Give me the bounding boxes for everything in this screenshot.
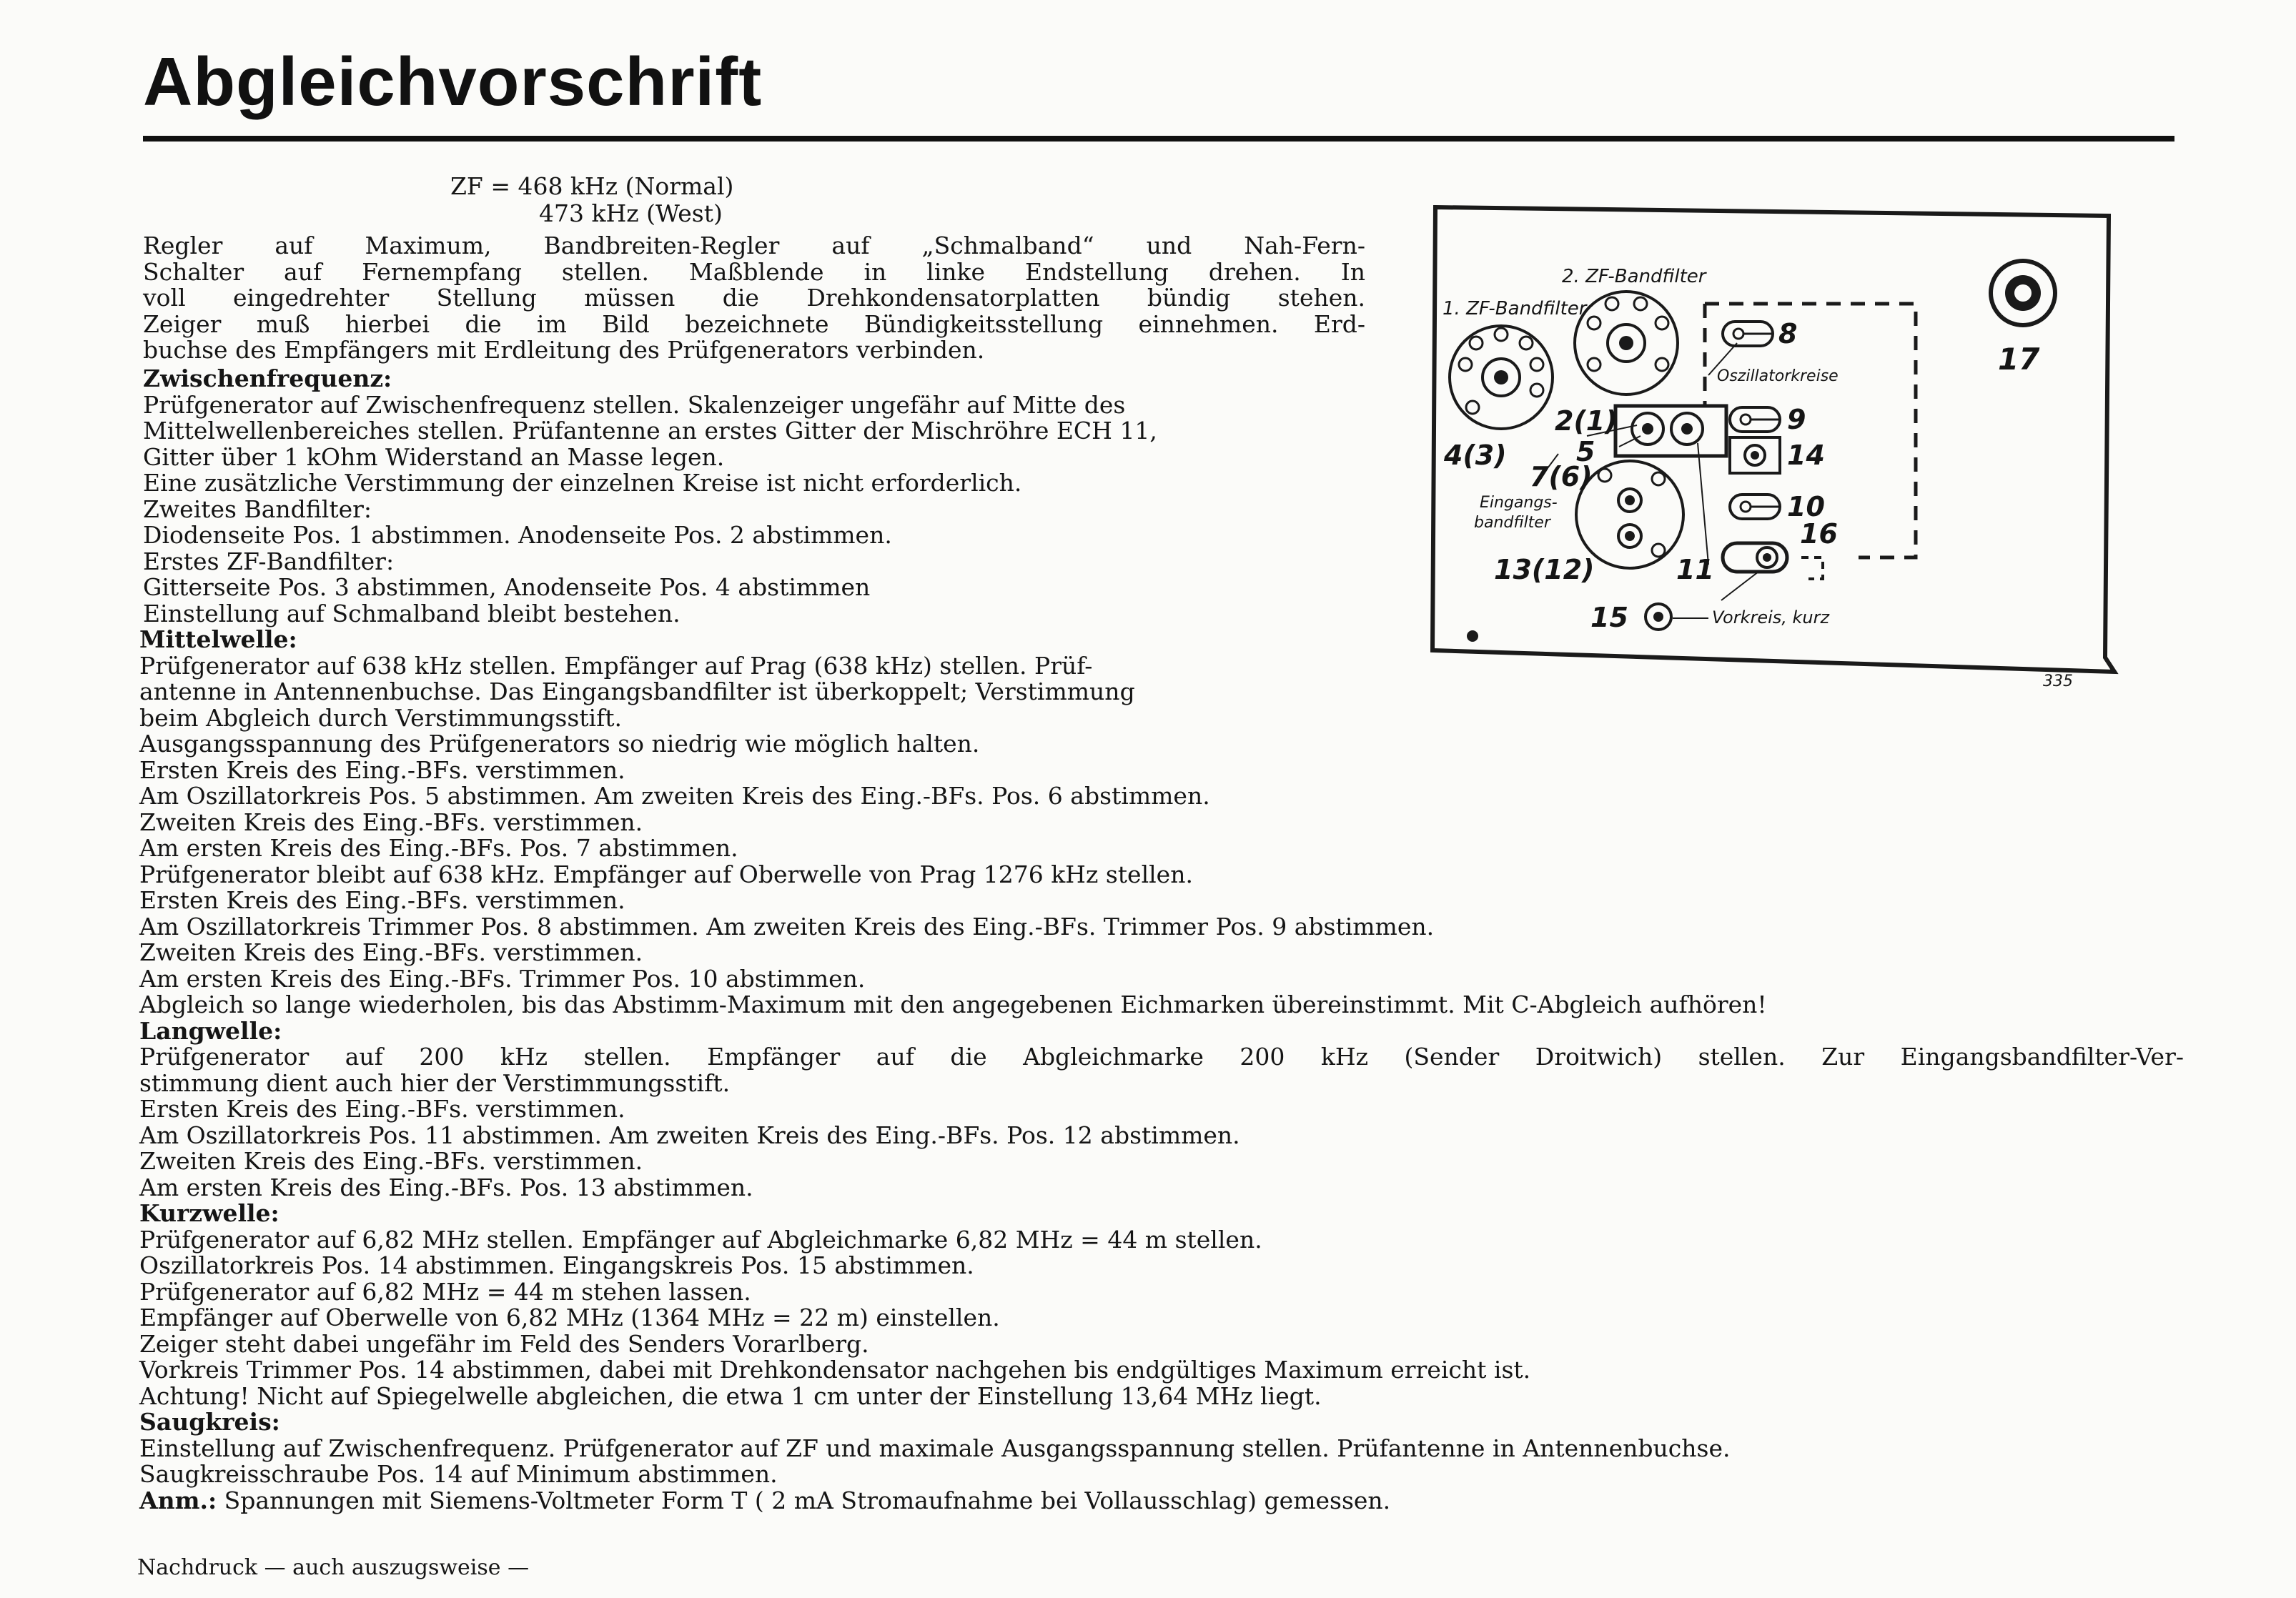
text-line: buchse des Empfängers mit Erdleitung des Prüfgenerators verbinden. [143,336,985,364]
text-line: Mittelwellenbereiches stellen. Prüfantenne an erstes Gitter der Mischröhre ECH 11, [143,417,1157,445]
text-line: Schalter auf Fernempfang stellen. Maßblende in linke Endstellung drehen. In [143,257,1365,286]
section-heading: Kurzwelle: [139,1199,279,1227]
alignment-diagram [1422,200,2123,690]
text-line: Prüfgenerator auf 6,82 MHz = 44 m stehen lassen. [139,1277,751,1306]
text-line: Ausgangsspannung des Prüfgenerators so niedrig wie möglich halten. [139,730,980,758]
section-zwischenfrequenz [143,366,1365,627]
text-line: Prüfgenerator auf Zwischenfrequenz stellen. Skalenzeiger ungefähr auf Mitte des [143,390,1126,419]
text-line: Am Oszillatorkreis Pos. 5 abstimmen. Am zweiten Kreis des Eing.-BFs. Pos. 6 abstimmen. [139,782,1210,810]
trimmer-9 [1730,407,1780,432]
text-line: antenne in Antennenbuchse. Das Eingangsbandfilter ist überkoppelt; Verstimmung [139,678,1135,705]
text-line: Am ersten Kreis des Eing.-BFs. Pos. 7 abstimmen. [139,834,738,862]
text-line: Zweites Bandfilter: [143,495,372,523]
pos-2: 2(1) [1555,405,1618,437]
text-line: Gitterseite Pos. 3 abstimmen, Anodenseite Pos. 4 abstimmen [143,573,871,601]
text-line: Zeiger steht dabei ungefähr im Feld des Senders Vorarlberg. [139,1329,869,1358]
zf2-filter-socket [1575,292,1678,394]
text-line: Am Oszillatorkreis Trimmer Pos. 8 abstimmen. Am zweiten Kreis des Eing.-BFs. Trimmer Pos. 9 abstimmen. [139,912,1435,941]
label-zf2: 2. ZF-Bandfilter [1562,266,1706,287]
zf-spec [450,173,733,227]
main-sections [139,627,2184,1514]
annotation-line [139,1488,2184,1514]
chassis-outline [1432,207,2114,672]
trimmer-10 [1730,495,1780,519]
figure-number: 335 [2043,673,2073,690]
trimmer-8 [1723,322,1773,346]
pos-11: 11 [1676,554,1714,585]
page-title: Abgleichvorschrift [143,44,763,120]
text-line: Abgleich so lange wiederholen, bis das Abstimm-Maximum mit den angegebenen Eichmarken übereinstimmt. Mit C-Abgleich aufhören! [139,991,1767,1018]
trimmer-14 [1730,437,1780,473]
section-heading: Langwelle: [139,1016,282,1045]
oscillator-block [1615,406,1726,456]
label-eingang-2: bandfilter [1474,514,1550,532]
pos-13: 13(12) [1494,554,1595,585]
pos-10: 10 [1787,491,1825,522]
pos-9: 9 [1787,404,1806,435]
text-line: Zweiten Kreis des Eing.-BFs. verstimmen. [139,1147,643,1175]
text-line: Ersten Kreis des Eing.-BFs. verstimmen. [139,886,625,914]
intro-paragraph [143,233,1365,364]
text-line: Einstellung auf Schmalband bleibt bestehen. [143,599,681,627]
text-line: Eine zusätzliche Verstimmung der einzelnen Kreise ist nicht erforderlich. [143,469,1022,497]
text-line: Zweiten Kreis des Eing.-BFs. verstimmen. [139,808,643,836]
text-line: Prüfgenerator auf 6,82 MHz stellen. Empfänger auf Abgleichmarke 6,82 MHz = 44 m stellen. [139,1225,1262,1254]
text-line: Empfänger auf Oberwelle von 6,82 MHz (1364 MHz = 22 m) einstellen. [139,1304,1000,1331]
label-vorkreis: Vorkreis, kurz [1712,607,1830,627]
text-line: Prüfgenerator bleibt auf 638 kHz. Empfänger auf Oberwelle von Prag 1276 kHz stellen. [139,860,1193,888]
text-line: Ersten Kreis des Eing.-BFs. verstimmen. [139,1095,625,1123]
text-line: Oszillatorkreis Pos. 14 abstimmen. Eingangskreis Pos. 15 abstimmen. [139,1251,974,1279]
label-zf1: 1. ZF-Bandfilter [1443,298,1587,319]
text-line: voll eingedrehter Stellung müssen die Drehkondensatorplatten bündig stehen. [143,284,1365,312]
text-line: Erstes ZF-Bandfilter: [143,547,395,575]
section-heading: Mittelwelle: [139,625,297,653]
anm-text: Spannungen mit Siemens-Voltmeter Form T ( 2 mA Stromaufnahme bei Vollausschlag) gemessen. [217,1486,1391,1514]
zf-normal: ZF = 468 kHz (Normal) [450,172,734,200]
pos-5: 5 [1576,436,1595,467]
text-line: Saugkreisschraube Pos. 14 auf Minimum abstimmen. [139,1460,778,1488]
anm-label: Anm.: [139,1486,217,1514]
trimmer-16 [1723,543,1787,572]
label-eingang-1: Eingangs- [1480,494,1558,512]
reprint-notice: Nachdruck — auch auszugsweise — [137,1555,530,1580]
text-line: Achtung! Nicht auf Spiegelwelle abgleichen, die etwa 1 cm unter der Einstellung 13,64 MHz liegt. [139,1381,1322,1410]
text-line: Vorkreis Trimmer Pos. 14 abstimmen, dabei mit Drehkondensator nachgehen bis endgültiges Maximum erreicht ist. [139,1356,1531,1384]
text-line: Diodenseite Pos. 1 abstimmen. Anodenseite Pos. 2 abstimmen. [143,521,892,549]
text-line: Zweiten Kreis des Eing.-BFs. verstimmen. [139,938,643,966]
pos-8: 8 [1778,318,1798,349]
pos-17: 17 [1998,342,2040,377]
pos-16: 16 [1800,518,1838,550]
zf-west: 473 kHz (West) [539,199,723,227]
text-line: Am Oszillatorkreis Pos. 11 abstimmen. Am zweiten Kreis des Eing.-BFs. Pos. 12 abstimmen. [139,1121,1240,1149]
label-oszillator: Oszillatorkreise [1717,367,1839,385]
pos-14: 14 [1787,440,1825,471]
pos-7: 7(6) [1530,461,1593,492]
text-line: Zeiger muß hierbei die im Bild bezeichnete Bündigkeitsstellung einnehmen. Erd- [143,309,1365,338]
text-line: Gitter über 1 kOhm Widerstand an Masse legen. [143,442,725,471]
text-line: Einstellung auf Zwischenfrequenz. Prüfgenerator auf ZF und maximale Ausgangsspannung stellen. Prüfantenne in Antennenbuchse. [139,1434,1731,1462]
section-heading: Zwischenfrequenz: [143,364,392,392]
trimmer-15 [1646,604,1671,630]
text-line: beim Abgleich durch Verstimmungsstift. [139,703,623,732]
text-line: Ersten Kreis des Eing.-BFs. verstimmen. [139,755,625,784]
text-line: stimmung dient auch hier der Verstimmungsstift. [139,1068,731,1097]
text-line: Am ersten Kreis des Eing.-BFs. Trimmer Pos. 10 abstimmen. [139,964,866,993]
section-heading: Saugkreis: [139,1408,280,1436]
pos-4: 4(3) [1444,440,1507,471]
knob-17 [1991,261,2055,325]
text-line: Regler auf Maximum, Bandbreiten-Regler auf „Schmalband“ und Nah-Fern- [143,232,1365,259]
title-rule [143,136,2174,142]
chassis-drawing [1422,200,2123,690]
zf1-filter-socket [1450,326,1553,429]
text-line: Prüfgenerator auf 200 kHz stellen. Empfänger auf die Abgleichmarke 200 kHz (Sender Droitwich) stellen. Zur Eingangsbandfilter-Ver- [139,1043,2184,1071]
pos-15: 15 [1590,602,1628,633]
text-line: Am ersten Kreis des Eing.-BFs. Pos. 13 abstimmen. [139,1173,753,1201]
text-line: Prüfgenerator auf 638 kHz stellen. Empfänger auf Prag (638 kHz) stellen. Prüf- [139,651,1093,680]
